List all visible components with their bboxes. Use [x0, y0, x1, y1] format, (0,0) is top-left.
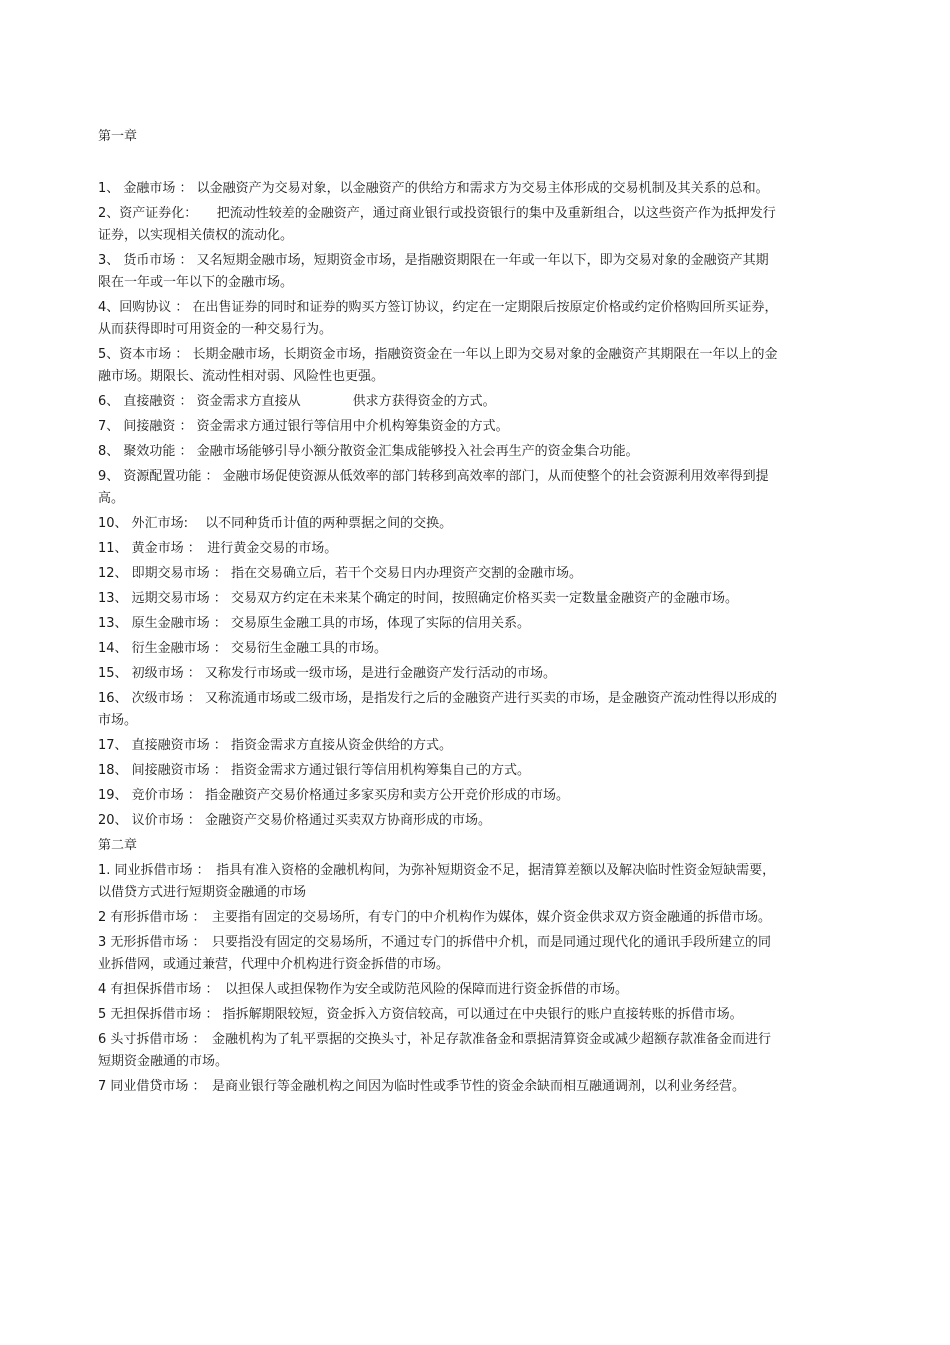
- list-item: 4 有担保拆借市场 ： 以担保人或担保物作为安全或防范风险的保障而进行资金拆借的市场。: [98, 982, 629, 997]
- list-item: 20、 议价市场 ： 金融资产交易价格通过买卖双方协商形成的市场。: [98, 813, 491, 828]
- list-item: 12、 即期交易市场 ： 指在交易确立后，若干个交易日内办理资产交割的金融市场。: [98, 566, 582, 581]
- list-item: 10、 外汇市场: 以不同种货币计值的两种票据之间的交换。: [98, 516, 453, 531]
- list-item: 2、资产证券化： 把流动性较差的金融资产，通过商业银行或投资银行的集中及重新组合，以这些资产作为抵押发行证券，以实现相关债权的流动化。: [98, 206, 776, 243]
- list-item: 19、 竞价市场 ： 指金融资产交易价格通过多家买房和卖方公开竞价形成的市场。: [98, 788, 569, 803]
- chapter-2-entries: [98, 860, 778, 1098]
- list-item: 7、 间接融资 ： 资金需求方通过银行等信用中介机构筹集资金的方式。: [98, 419, 509, 434]
- list-item: 5 无担保拆借市场 ： 指拆解期限较短，资金拆入方资信较高，可以通过在中央银行的账户直接转账的拆借市场。: [98, 1007, 743, 1022]
- list-item: 3 无形拆借市场 ： 只要指没有固定的交易场所，不通过专门的拆借中介机，而是同通过现代化的通讯手段所建立的同业拆借网，或通过兼营，代理中介机构进行资金拆借的市场。: [98, 935, 772, 972]
- chapter-1-entries: [98, 178, 778, 832]
- list-item: 11、 黄金市场 ： 进行黄金交易的市场。: [98, 541, 338, 556]
- list-item: 16、 次级市场 ： 又称流通市场或二级市场，是指发行之后的金融资产进行买卖的市场，是金融资产流动性得以形成的市场。: [98, 691, 777, 728]
- list-item: 6、 直接融资 ： 资金需求方直接从 供求方获得资金的方式。: [98, 394, 496, 409]
- document-page: [98, 126, 778, 1101]
- list-item: 13、 远期交易市场 ： 交易双方约定在未来某个确定的时间，按照确定价格买卖一定数量金融资产的金融市场。: [98, 591, 738, 606]
- list-item: 8、 聚效功能 ： 金融市场能够引导小额分散资金汇集成能够投入社会再生产的资金集合功能。: [98, 444, 639, 459]
- list-item: 3、 货币市场 ： 又名短期金融市场，短期资金市场，是指融资期限在一年或一年以下，即为交易对象的金融资产其期限在一年或一年以下的金融市场。: [98, 253, 769, 290]
- list-item: 14、 衍生金融市场 ： 交易衍生金融工具的市场。: [98, 641, 387, 656]
- list-item: 1. 同业拆借市场 ： 指具有准入资格的金融机构间，为弥补短期资金不足，据清算差额以及解决临时性资金短缺需要，以借贷方式进行短期资金融通的市场: [98, 863, 776, 900]
- list-item: 5、资本市场 ： 长期金融市场，长期资金市场，指融资资金在一年以上即为交易对象的金融资产其期限在一年以上的金融市场。期限长、流动性相对弱、风险性也更强。: [98, 347, 778, 384]
- list-item: 4、回购协议 ： 在出售证券的同时和证券的购买方签订协议，约定在一定期限后按原定价格或约定价格购回所买证券，从而获得即时可用资金的一种交易行为。: [98, 300, 778, 337]
- list-item: 2 有形拆借市场 ： 主要指有固定的交易场所，有专门的中介机构作为媒体，媒介资金供求双方资金融通的拆借市场。: [98, 910, 772, 925]
- list-item: 9、 资源配置功能 ： 金融市场促使资源从低效率的部门转移到高效率的部门，从而使整个的社会资源利用效率得到提高。: [98, 469, 769, 506]
- list-item: 15、 初级市场 ： 又称发行市场或一级市场，是进行金融资产发行活动的市场。: [98, 666, 556, 681]
- list-item: 7 同业借贷市场 ： 是商业银行等金融机构之间因为临时性或季节性的资金余缺而相互融通调剂，以利业务经营。: [98, 1079, 746, 1094]
- list-item: 6 头寸拆借市场 ： 金融机构为了轧平票据的交换头寸，补足存款准备金和票据清算资金或减少超额存款准备金而进行短期资金融通的市场。: [98, 1032, 772, 1069]
- list-item: 1、 金融市场 ： 以金融资产为交易对象，以金融资产的供给方和需求方为交易主体形成的交易机制及其关系的总和。: [98, 181, 769, 196]
- list-item: 18、 间接融资市场 ： 指资金需求方通过银行等信用机构筹集自己的方式。: [98, 763, 530, 778]
- chapter-1-title: 第一章: [98, 129, 138, 144]
- list-item: 13、 原生金融市场 ： 交易原生金融工具的市场，体现了实际的信用关系。: [98, 616, 530, 631]
- list-item: 17、 直接融资市场 ： 指资金需求方直接从资金供给的方式。: [98, 738, 452, 753]
- chapter-2-title: 第二章: [98, 838, 138, 853]
